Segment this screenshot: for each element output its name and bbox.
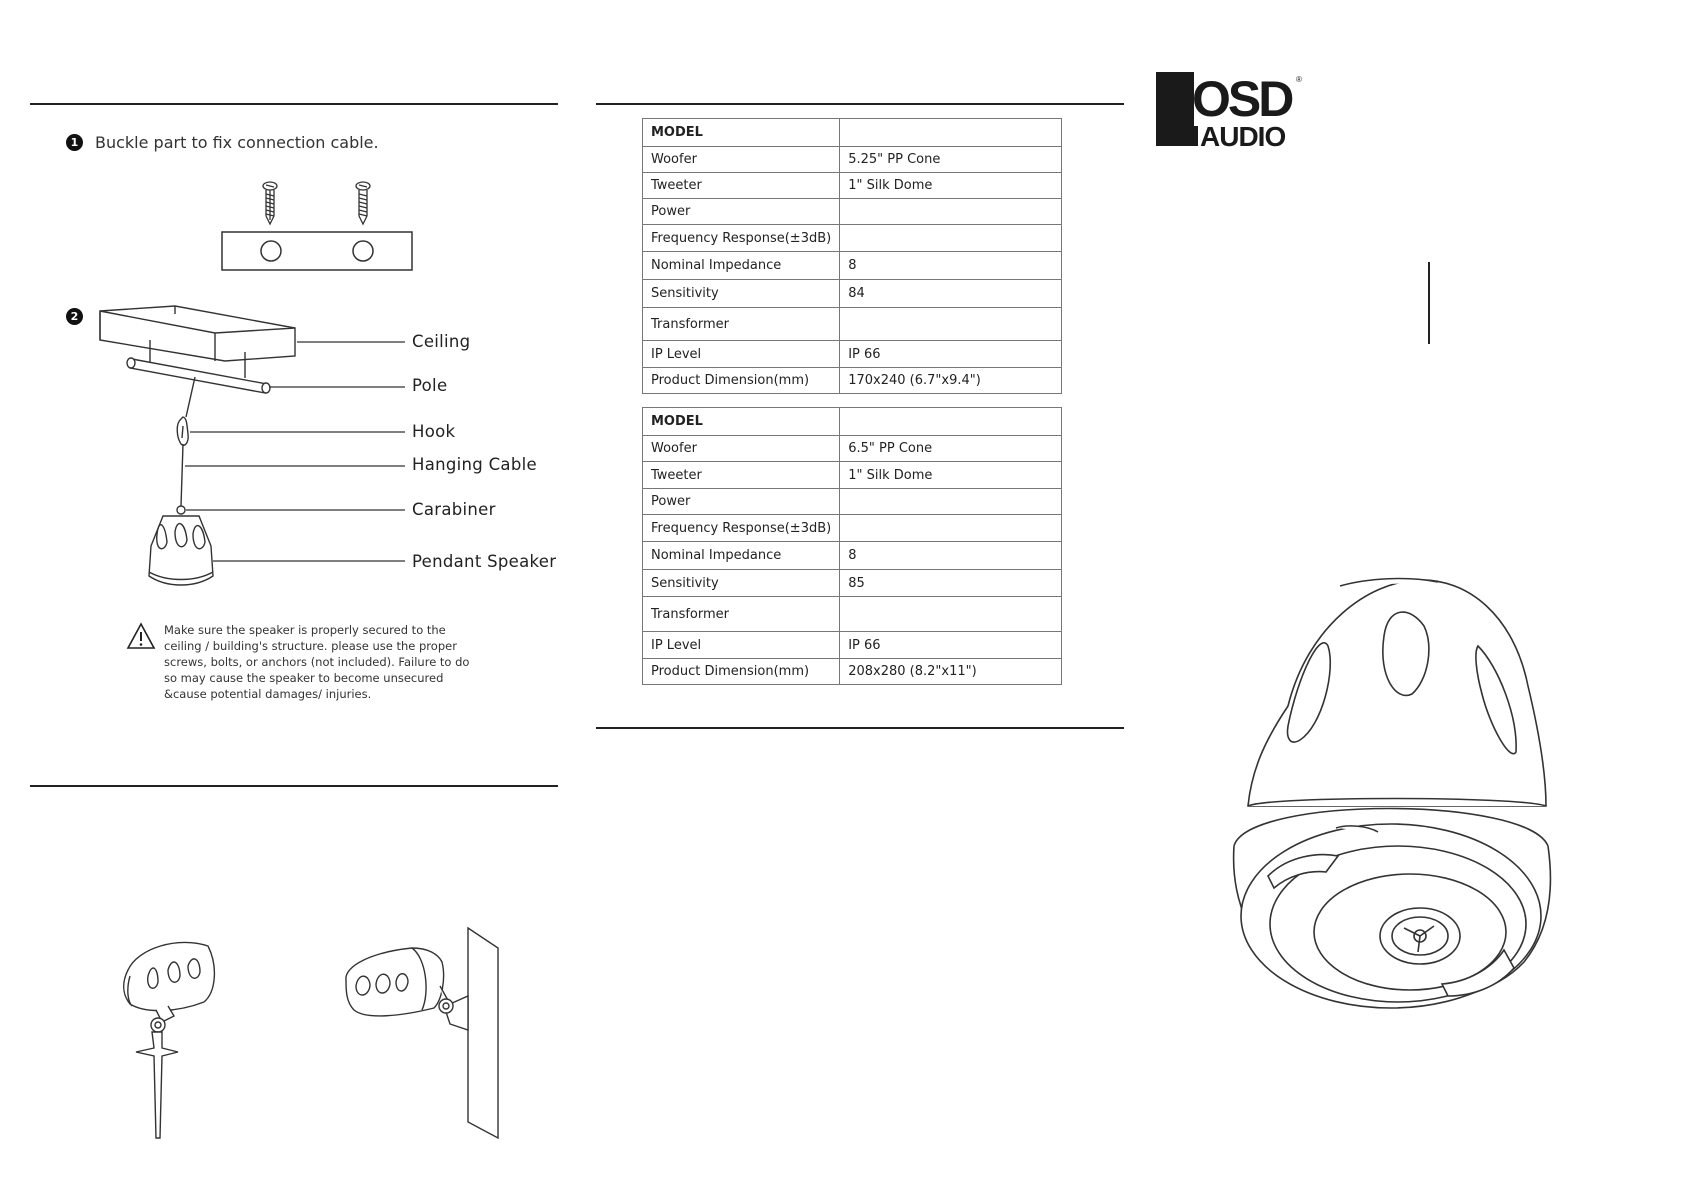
label-hanging-cable: Hanging Cable — [412, 455, 537, 474]
spec-value — [840, 119, 1062, 147]
spec-row — [643, 436, 1062, 462]
step-2-number: 2 — [66, 308, 83, 325]
spec-row — [643, 252, 1062, 280]
spec-row — [643, 632, 1062, 659]
warning-text: Make sure the speaker is properly secured to the ceiling / building's structure. please use the proper screws, bolts, or anchors (not included). Failure to do so may cause the speaker to become unsecured &cause potential damages/ injuries. — [164, 623, 470, 701]
spec-value — [840, 515, 1062, 542]
step-1-number: 1 — [66, 134, 83, 151]
spec-value: IP 66 — [840, 341, 1062, 368]
logo-registered-mark: ® — [1296, 75, 1302, 84]
cover-pendant-speaker-drawing — [1228, 576, 1558, 1026]
spec-label: Product Dimension(mm) — [643, 368, 840, 394]
spec-value: 8 — [840, 252, 1062, 280]
spec-row — [643, 280, 1062, 308]
screw-left-icon — [263, 182, 277, 224]
spec-value — [840, 597, 1062, 632]
spec-value — [840, 225, 1062, 252]
spec-label: IP Level — [643, 341, 840, 368]
spec-label: Tweeter — [643, 173, 840, 199]
spec-row — [643, 489, 1062, 515]
spec-row — [643, 659, 1062, 685]
spec-row — [643, 542, 1062, 570]
spec-value: 84 — [840, 280, 1062, 308]
install-step-2 — [66, 308, 83, 325]
spec-label: Sensitivity — [643, 570, 840, 597]
spec-label: Nominal Impedance — [643, 252, 840, 280]
spec-row — [643, 597, 1062, 632]
spec-value: 5.25" PP Cone — [840, 147, 1062, 173]
spec-value: 85 — [840, 570, 1062, 597]
spec-label: Transformer — [643, 308, 840, 341]
section-rule-middle-top — [596, 103, 1124, 105]
section-rule-left-bottom — [30, 785, 558, 787]
pendant-install-drawing — [95, 306, 405, 596]
spec-value: 208x280 (8.2"x11") — [840, 659, 1062, 685]
wall-mount-speaker-drawing — [342, 926, 502, 1140]
spec-row — [643, 308, 1062, 341]
logo-osd-text: OSD — [1192, 71, 1292, 127]
screw-right-icon — [356, 182, 370, 224]
spec-row — [643, 225, 1062, 252]
spec-row — [643, 462, 1062, 489]
spec-label: Sensitivity — [643, 280, 840, 308]
spec-table-1 — [642, 118, 1062, 394]
buckle-bracket-drawing — [220, 176, 416, 272]
spec-row — [643, 515, 1062, 542]
spec-label: Woofer — [643, 436, 840, 462]
cover-divider — [1428, 262, 1430, 344]
spec-label: Power — [643, 199, 840, 225]
spec-label: Tweeter — [643, 462, 840, 489]
label-carabiner: Carabiner — [412, 500, 496, 519]
spec-value — [840, 199, 1062, 225]
spec-value: 1" Silk Dome — [840, 173, 1062, 199]
logo-audio-text: AUDIO — [1200, 121, 1286, 150]
spec-label: MODEL — [643, 119, 840, 147]
label-pole: Pole — [412, 376, 448, 395]
spec-table-2 — [642, 407, 1062, 685]
spec-value — [840, 408, 1062, 436]
spec-value: 8 — [840, 542, 1062, 570]
label-hook: Hook — [412, 422, 456, 441]
spec-label: MODEL — [643, 408, 840, 436]
spec-value — [840, 308, 1062, 341]
label-pendant-speaker: Pendant Speaker — [412, 552, 557, 571]
spec-row — [643, 119, 1062, 147]
spec-label: Nominal Impedance — [643, 542, 840, 570]
spec-row — [643, 570, 1062, 597]
spec-value: 6.5" PP Cone — [840, 436, 1062, 462]
osd-audio-logo-graphic — [1156, 70, 1306, 150]
spec-label: Frequency Response(±3dB) — [643, 515, 840, 542]
spec-label: IP Level — [643, 632, 840, 659]
section-rule-middle-bottom — [596, 727, 1124, 729]
step-1-text: Buckle part to fix connection cable. — [95, 133, 379, 152]
spec-label: Transformer — [643, 597, 840, 632]
install-step-1 — [66, 133, 379, 152]
spec-label: Power — [643, 489, 840, 515]
spec-value: 1" Silk Dome — [840, 462, 1062, 489]
spec-row — [643, 341, 1062, 368]
spec-value: 170x240 (6.7"x9.4") — [840, 368, 1062, 394]
spec-value — [840, 489, 1062, 515]
spec-row — [643, 408, 1062, 436]
spec-value: IP 66 — [840, 632, 1062, 659]
spec-row — [643, 199, 1062, 225]
label-ceiling: Ceiling — [412, 332, 471, 351]
spec-label: Woofer — [643, 147, 840, 173]
spec-label: Product Dimension(mm) — [643, 659, 840, 685]
spec-row — [643, 147, 1062, 173]
spec-row — [643, 368, 1062, 394]
spec-label: Frequency Response(±3dB) — [643, 225, 840, 252]
spike-mount-speaker-drawing — [118, 940, 228, 1140]
osd-audio-logo — [1156, 70, 1306, 150]
section-rule-left-top — [30, 103, 558, 105]
safety-warning — [126, 622, 486, 702]
spec-row — [643, 173, 1062, 199]
warning-triangle-icon — [126, 622, 156, 650]
